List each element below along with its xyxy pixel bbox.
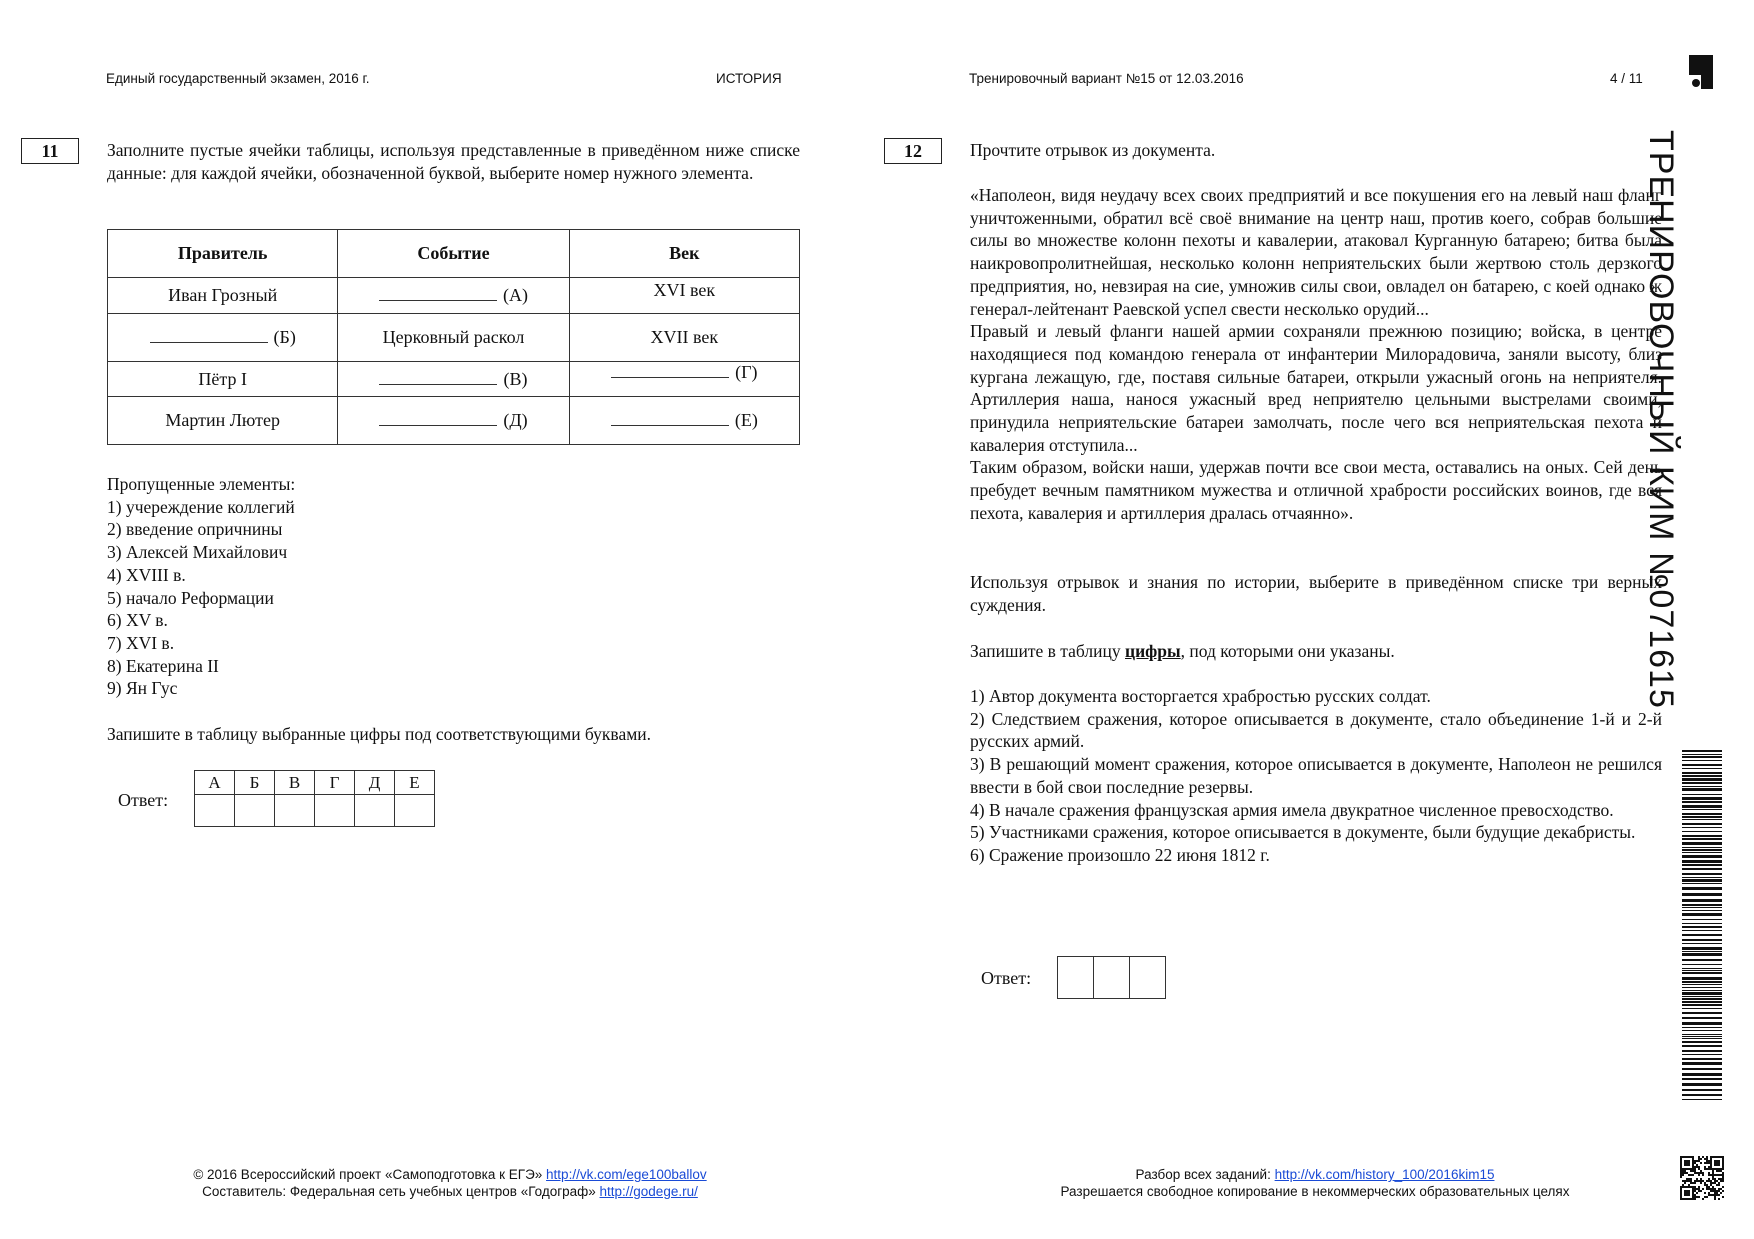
answer-cell[interactable] <box>1094 957 1130 999</box>
footer-analysis-line: Разбор всех заданий: http://vk.com/history_100/2016kim15 <box>1135 1167 1495 1182</box>
list-item: 1) Автор документа восторгается храбростью русских солдат. <box>970 686 1431 706</box>
list-item: 7) XVI в. <box>107 632 175 653</box>
list-item: 8) Екатерина II <box>107 655 219 676</box>
footer-link-analysis[interactable]: http://vk.com/history_100/2016kim15 <box>1274 1167 1495 1182</box>
excerpt-paragraph: Правый и левый фланги нашей армии сохраняли прежнюю позицию; войска, в центре находящиеся под командою генерала от инфантерии Милорадовича, заняли высоту, близ кургана лежащую, где, поставя сильные батареи, открыли ужасный огонь на неприятеля. Артиллерия наша, нанося ужасный вред неприятелю цельными выстрелами своими, принудила неприятельские батареи замолчать, после чего вся неприятельская пехота и кавалерия отступила... <box>970 321 1662 455</box>
list-item: 3) В решающий момент сражения, которое описывается в документе, Наполеон не решился ввести в бой свои последние резервы. <box>970 754 1662 797</box>
answer-cell[interactable] <box>1130 957 1166 999</box>
list-item: 1) учереждение коллегий <box>107 496 295 517</box>
task11-intro: Заполните пустые ячейки таблицы, используя представленные в приведённом ниже списке данные: для каждой ячейки, обозначенной буквой, выберите номер нужного элемента. <box>107 140 800 183</box>
footer-link-vk[interactable]: http://vk.com/ege100ballov <box>546 1167 707 1182</box>
answer-cell[interactable] <box>235 795 275 827</box>
table-row <box>108 362 800 397</box>
cell-century: (Г) <box>569 362 799 397</box>
task-number-11: 11 <box>21 138 79 164</box>
list-item: 2) Следствием сражения, которое описывается в документе, стало объединение 1-й и 2-й русских армий. <box>970 708 1662 752</box>
document-excerpt <box>970 184 1662 525</box>
col-header-century: Век <box>569 230 799 278</box>
footer-left <box>150 1166 750 1200</box>
footer-link-godege[interactable]: http://godege.ru/ <box>599 1184 698 1199</box>
list-item: 4) XVIII в. <box>107 564 186 585</box>
cell-event: Церковный раскол <box>338 314 569 362</box>
task12-options <box>970 685 1662 867</box>
footer-project-line: © 2016 Всероссийский проект «Самоподготовка к ЕГЭ» http://vk.com/ege100ballov <box>193 1167 707 1182</box>
cell-event: (В) <box>338 362 569 397</box>
cell-ruler: (Б) <box>108 314 338 362</box>
cell-century: XVI век <box>569 278 799 314</box>
answer-cell[interactable] <box>275 795 315 827</box>
task12-write-instruction: Запишите в таблицу цифры, под которыми они указаны. <box>970 641 1395 661</box>
task12-intro: Прочтите отрывок из документа. <box>970 140 1216 160</box>
list-item: 6) Сражение произошло 22 июня 1812 г. <box>970 844 1270 865</box>
missing-title: Пропущенные элементы: <box>107 474 296 494</box>
missing-elements-list <box>107 473 295 700</box>
task-number-12: 12 <box>884 138 942 164</box>
answer-cell[interactable] <box>395 795 435 827</box>
list-item: 5) Участниками сражения, которое описывается в документе, были будущие декабристы. <box>970 822 1636 843</box>
table-row <box>108 397 800 445</box>
answer-cell[interactable] <box>315 795 355 827</box>
footer-author-line: Составитель: Федеральная сеть учебных центров «Годограф» http://godege.ru/ <box>202 1184 698 1199</box>
cell-event: (Д) <box>338 397 569 445</box>
task11-answer-grid <box>194 770 435 827</box>
table-row <box>108 278 800 314</box>
barcode-icon <box>1682 750 1722 1100</box>
col-header-ruler: Правитель <box>108 230 338 278</box>
task12-answer-label: Ответ: <box>981 968 1032 988</box>
table-row <box>108 314 800 362</box>
cell-century: XVII век <box>569 314 799 362</box>
answer-letter: В <box>275 771 315 795</box>
task11-table <box>107 229 800 445</box>
cell-century: (Е) <box>569 397 799 445</box>
footer-copyright-line: Разрешается свободное копирование в некоммерческих образовательных целях <box>1060 1184 1570 1199</box>
list-item: 3) Алексей Михайлович <box>107 542 288 563</box>
cell-ruler: Пётр I <box>108 362 338 397</box>
answer-cell[interactable] <box>355 795 395 827</box>
cell-ruler: Мартин Лютер <box>108 397 338 445</box>
qr-code-icon <box>1680 1156 1724 1200</box>
sidebar-kim-title: ТРЕНИРОВОЧНЫЙ КИМ №071615 <box>1642 130 1680 709</box>
task12-question: Используя отрывок и знания по истории, выберите в приведённом списке три верных суждения. <box>970 572 1662 615</box>
header-subject: ИСТОРИЯ <box>716 71 782 86</box>
cell-event: (А) <box>338 278 569 314</box>
answer-cell[interactable] <box>1058 957 1094 999</box>
list-item: 4) В начале сражения французская армия имела двукратное численное превосходство. <box>970 799 1614 820</box>
answer-letter: Д <box>355 771 395 795</box>
footer-right <box>1015 1166 1615 1200</box>
list-item: 6) XV в. <box>107 610 168 631</box>
answer-letter: Б <box>235 771 275 795</box>
header-page-number: 4 / 11 <box>1610 71 1643 86</box>
excerpt-paragraph: Таким образом, войски наши, удержав почти все свои места, оставались на оных. Сей день пребудет вечным памятником мужества и отличной храбрости российских воинов, где вся пехота, кавалерия и артиллерия дралась отчаянно». <box>970 457 1662 523</box>
header-variant: Тренировочный вариант №15 от 12.03.2016 <box>969 71 1244 86</box>
corner-mark-icon <box>1689 55 1713 89</box>
task11-instruction: Запишите в таблицу выбранные цифры под соответствующими буквами. <box>107 724 652 744</box>
list-item: 5) начало Реформации <box>107 587 274 608</box>
answer-cell[interactable] <box>195 795 235 827</box>
task12-answer-grid <box>1057 956 1166 999</box>
answer-letter: А <box>195 771 235 795</box>
task11-answer-label: Ответ: <box>118 790 169 810</box>
list-item: 2) введение опричнины <box>107 519 283 540</box>
cell-ruler: Иван Грозный <box>108 278 338 314</box>
header-exam-title: Единый государственный экзамен, 2016 г. <box>106 71 370 86</box>
list-item: 9) Ян Гус <box>107 678 178 699</box>
excerpt-paragraph: «Наполеон, видя неудачу всех своих предприятий и все покушения его на левый наш фланг уничтоженными, обратил всё своё внимание на центр наш, против коего, собрав большие силы во множестве колонн пехоты и кавалерии, атаковал Курганную батарею; битва была наикровопролитнейшая, несколько колонн неприятельских были жертвою столь дерзкого предприятия, но, невзирая на сие, умножив силы свои, овладел он батарею, с коей однако ж генерал-лейтенант Раевской успел свести несколько орудий... <box>970 185 1662 319</box>
answer-letter: Г <box>315 771 355 795</box>
answer-letter: Е <box>395 771 435 795</box>
col-header-event: Событие <box>338 230 569 278</box>
